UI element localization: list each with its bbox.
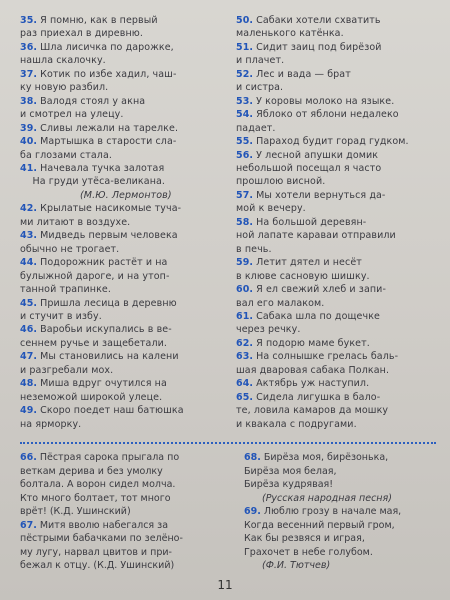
- exercise-line: [244, 478, 440, 492]
- exercise-text: Мидведь первым человека: [40, 230, 178, 242]
- exercise-item: [236, 108, 436, 135]
- exercise-line: [236, 54, 436, 67]
- exercise-text: Бирёза моя белая,: [244, 465, 337, 477]
- exercise-line: [236, 122, 436, 135]
- exercise-text: Подорожник растёт и на: [40, 257, 168, 269]
- exercise-text: Актябрь уж наступил.: [256, 378, 370, 390]
- exercise-number: 52.: [236, 68, 254, 80]
- exercise-item: [20, 404, 224, 431]
- exercise-line: [236, 202, 436, 215]
- bottom-right-column: [244, 451, 440, 573]
- exercise-line: [236, 41, 436, 54]
- exercise-line: [236, 189, 436, 202]
- exercise-line: [20, 216, 224, 229]
- exercise-text: Сабаки хотели схватить: [256, 15, 381, 26]
- exercise-number: 46.: [20, 324, 38, 336]
- exercise-line: [20, 202, 224, 215]
- exercise-text: и квакала с подругами.: [236, 418, 357, 430]
- source-attribution: (Ф.И. Тютчев): [262, 560, 331, 571]
- exercise-line: [20, 337, 224, 350]
- exercise-text: небольшой посещал я часто: [236, 162, 382, 174]
- exercise-line: [236, 243, 436, 256]
- exercise-text: в клюве сасновую шишку.: [236, 270, 370, 282]
- exercise-text: и стучит в избу.: [20, 310, 102, 322]
- exercise-text: Я подорю маме букет.: [256, 337, 370, 349]
- exercise-text: в печь.: [236, 243, 272, 255]
- exercise-number: 55.: [236, 136, 254, 148]
- exercise-text: бежал к отцу. (К.Д. Ушинский): [20, 560, 175, 571]
- exercise-text: Лес и вада — брат: [256, 68, 351, 80]
- exercise-text: на ярморку.: [20, 418, 82, 430]
- exercise-item: [236, 310, 436, 337]
- exercise-text: булыжной дароге, и на утоп-: [20, 270, 170, 282]
- exercise-line: [236, 391, 436, 404]
- exercise-number: 48.: [20, 378, 38, 390]
- exercise-line: [20, 559, 230, 573]
- exercise-text: ба глозами стала.: [20, 149, 113, 161]
- exercise-item: [236, 95, 436, 108]
- exercise-line: [20, 135, 224, 148]
- exercise-line: [236, 256, 436, 269]
- exercise-line: [236, 108, 436, 121]
- exercise-item: [20, 229, 224, 256]
- exercise-text: вал его малаком.: [236, 297, 325, 309]
- exercise-text: Миша вдруг очутился на: [40, 378, 167, 390]
- source-attribution: (Русская народная песня): [262, 492, 392, 504]
- exercise-line: [20, 162, 224, 175]
- exercise-text: Я помню, как в первый: [40, 15, 158, 26]
- exercise-number: 64.: [236, 378, 254, 390]
- dotted-divider: [20, 442, 436, 444]
- exercise-text: маленького катёнка.: [236, 28, 344, 40]
- exercise-item: [20, 297, 224, 324]
- exercise-number: 36.: [20, 41, 38, 53]
- exercise-text: Летит дятел и несёт: [256, 257, 362, 269]
- exercise-number: 39.: [20, 122, 38, 134]
- exercise-line: [20, 546, 230, 560]
- exercise-text: Мы становились на калени: [40, 351, 179, 363]
- exercise-text: неземожой широкой улеце.: [20, 391, 163, 403]
- exercise-line: [20, 81, 224, 94]
- exercise-text: и систра.: [236, 82, 284, 94]
- exercise-item: [20, 202, 224, 229]
- exercise-text: и плачет.: [236, 55, 285, 67]
- exercise-line: [20, 175, 224, 188]
- page-number: 11: [217, 578, 233, 592]
- exercise-item: [20, 41, 224, 68]
- exercise-text: Валодя стоял у акна: [40, 95, 146, 107]
- exercise-line: [20, 391, 224, 404]
- exercise-line: [20, 478, 230, 492]
- exercise-text: У лесной апушки домик: [256, 149, 379, 161]
- exercise-item: [20, 135, 224, 162]
- exercise-line: [236, 229, 436, 242]
- exercise-text: Скоро поедет наш батюшка: [40, 405, 184, 417]
- exercise-line: [20, 122, 224, 135]
- exercise-text: и разгребали мох.: [20, 364, 114, 376]
- exercise-line: [236, 404, 436, 417]
- exercise-number: 40.: [20, 136, 38, 148]
- exercise-text: пёстрыми бабачками по зелёно-: [20, 533, 183, 544]
- exercise-number: 68.: [244, 452, 261, 463]
- exercise-item: [244, 451, 440, 505]
- exercise-item: [236, 256, 436, 283]
- exercise-item: [244, 505, 440, 573]
- exercise-line: [20, 451, 230, 465]
- exercise-line: [20, 14, 224, 27]
- exercise-line: [20, 270, 224, 283]
- exercise-number: 47.: [20, 351, 38, 363]
- exercise-number: 59.: [236, 257, 254, 269]
- exercise-text: через речку.: [236, 324, 301, 336]
- exercise-text: и смотрел на улецу.: [20, 109, 124, 121]
- exercise-number: 54.: [236, 109, 254, 121]
- exercise-number: 43.: [20, 230, 38, 242]
- exercise-number: 38.: [20, 95, 38, 107]
- exercise-number: 58.: [236, 216, 254, 228]
- exercise-item: [20, 122, 224, 135]
- exercise-line: [244, 451, 440, 465]
- exercise-text: Яблоко от яблони недалеко: [256, 109, 399, 121]
- exercise-text: Я ел свежий хлеб и запи-: [256, 284, 386, 296]
- exercise-item: [236, 68, 436, 95]
- exercise-line: [20, 95, 224, 108]
- exercise-line: [236, 297, 436, 310]
- exercise-line: [236, 149, 436, 162]
- exercise-line: [236, 27, 436, 40]
- exercise-text: Кто много болтает, тот много: [20, 492, 171, 504]
- exercise-number: 45.: [20, 297, 38, 309]
- exercise-line: [20, 404, 224, 417]
- exercise-line: [236, 310, 436, 323]
- exercise-line: [20, 350, 224, 363]
- exercise-line: [20, 310, 224, 323]
- exercise-item: [236, 377, 436, 390]
- exercise-number: 42.: [20, 203, 38, 215]
- exercise-line: [20, 68, 224, 81]
- exercise-number: 66.: [20, 452, 37, 463]
- exercise-number: 60.: [236, 284, 254, 296]
- exercise-line: [244, 465, 440, 479]
- exercise-number: 62.: [236, 337, 254, 349]
- exercise-text: обычно не трогает.: [20, 243, 120, 255]
- exercise-item: [236, 350, 436, 377]
- exercise-line: [236, 323, 436, 336]
- exercise-text: те, ловила камаров да мошку: [236, 405, 389, 417]
- exercise-text: На большой деревян-: [256, 216, 367, 228]
- exercise-line: [236, 68, 436, 81]
- exercise-line: [20, 418, 224, 431]
- exercise-number: 49.: [20, 405, 38, 417]
- exercise-number: 57.: [236, 189, 254, 201]
- exercise-line: [20, 323, 224, 336]
- exercise-number: 63.: [236, 351, 254, 363]
- exercise-text: Параход будит горад гудком.: [256, 136, 409, 148]
- exercise-number: 50.: [236, 15, 254, 26]
- exercise-text: Котик по избе хадил, чаш-: [40, 68, 177, 80]
- exercise-text: Грахочет в небе голубом.: [244, 546, 373, 558]
- exercise-line: [236, 283, 436, 296]
- exercise-text: На груди утёса-великана.: [20, 176, 166, 188]
- exercise-text: Сидит заиц под бирёзой: [256, 41, 382, 53]
- exercise-item: [236, 189, 436, 216]
- exercise-item: [20, 162, 224, 202]
- exercise-text: нашла скалочку.: [20, 55, 106, 67]
- exercise-line: [20, 465, 230, 479]
- exercise-line: [236, 216, 436, 229]
- exercise-line: [20, 54, 224, 67]
- exercise-line: [20, 256, 224, 269]
- exercise-number: 56.: [236, 149, 254, 161]
- exercise-line: [20, 532, 230, 546]
- exercise-text: Начевала тучка залотая: [40, 162, 165, 174]
- exercise-line: [20, 505, 230, 519]
- exercise-number: 37.: [20, 68, 38, 80]
- exercise-item: [236, 14, 436, 41]
- exercise-text: У коровы молоко на языке.: [256, 95, 395, 107]
- exercise-item: [20, 323, 224, 350]
- exercise-item: [20, 451, 230, 519]
- exercise-text: болтала. А ворон сидел молча.: [20, 479, 176, 490]
- exercise-text: На солнышке грелась баль-: [256, 351, 399, 363]
- exercise-line: [20, 27, 224, 40]
- exercise-line: [236, 135, 436, 148]
- exercise-text: ми литают в воздухе.: [20, 216, 131, 228]
- bottom-left-column: [20, 451, 230, 573]
- exercise-line: [236, 350, 436, 363]
- exercise-number: 35.: [20, 15, 38, 26]
- exercise-item: [20, 256, 224, 296]
- exercise-line: [244, 519, 440, 533]
- exercise-line: [20, 297, 224, 310]
- exercise-line: [20, 492, 230, 506]
- exercise-item: [20, 68, 224, 95]
- exercise-line: [20, 243, 224, 256]
- exercise-text: веткам дерива и без умолку: [20, 465, 163, 477]
- exercise-line: [244, 505, 440, 519]
- exercise-line: [20, 149, 224, 162]
- exercise-text: прошлою висной.: [236, 176, 326, 188]
- exercise-item: [236, 41, 436, 68]
- exercise-text: Бирёза кудрявая!: [244, 479, 334, 490]
- exercise-text: падает.: [236, 122, 276, 134]
- exercise-text: сеннем ручье и защебетали.: [20, 337, 168, 349]
- exercise-text: Сливы лежали на тарелке.: [40, 122, 179, 134]
- exercise-item: [236, 149, 436, 189]
- exercise-text: Мартышка в старости сла-: [40, 136, 177, 148]
- exercise-text: Пёстрая сарока прыгала по: [39, 452, 180, 463]
- exercise-text: Пришла лесица в деревню: [40, 297, 177, 309]
- exercise-item: [236, 337, 436, 350]
- exercise-line: [20, 377, 224, 390]
- exercise-line: [20, 364, 224, 377]
- exercise-line: [20, 283, 224, 296]
- exercise-item: [236, 216, 436, 256]
- exercise-text: Сидела лигушка в бало-: [256, 391, 381, 403]
- exercise-text: Крылатые насикомые тучa-: [40, 203, 182, 215]
- exercise-text: ной лапате караваи отправили: [236, 230, 396, 242]
- exercise-item: [236, 283, 436, 310]
- exercise-text: Как бы резвяся и играя,: [244, 533, 365, 544]
- exercise-line: [236, 81, 436, 94]
- exercise-item: [20, 519, 230, 573]
- exercise-text: шая дваровая сабака Полкан.: [236, 364, 390, 376]
- exercise-number: 53.: [236, 95, 254, 107]
- exercise-line: [236, 377, 436, 390]
- right-column: [236, 14, 436, 431]
- exercise-line: [236, 175, 436, 188]
- exercise-line: [236, 14, 436, 27]
- exercise-item: [20, 377, 224, 404]
- exercise-number: 51.: [236, 41, 254, 53]
- exercise-line: [236, 162, 436, 175]
- exercise-number: 41.: [20, 162, 38, 174]
- exercise-text: Когда весенний первый гром,: [244, 519, 395, 531]
- exercise-number: 67.: [20, 519, 37, 531]
- exercise-text: танной трапинке.: [20, 284, 111, 296]
- exercise-number: 69.: [244, 506, 261, 517]
- exercise-text: Варобьи искупались в ве-: [40, 324, 172, 336]
- exercise-item: [236, 135, 436, 148]
- exercise-item: [20, 95, 224, 122]
- exercise-line: [236, 364, 436, 377]
- exercise-item: [20, 350, 224, 377]
- exercise-text: му лугу, нарвал цвитов и при-: [20, 546, 172, 558]
- left-column: [20, 14, 224, 431]
- exercise-text: Люблю грозу в начале мая,: [263, 506, 402, 517]
- exercise-line: [244, 532, 440, 546]
- exercise-number: 61.: [236, 310, 254, 322]
- exercise-text: Бирёза моя, бирёзонька,: [263, 452, 389, 463]
- exercise-text: врёт! (К.Д. Ушинский): [20, 506, 131, 517]
- exercise-line: [236, 337, 436, 350]
- exercise-line: [236, 270, 436, 283]
- exercise-number: 44.: [20, 257, 38, 269]
- exercise-line: [20, 519, 230, 533]
- exercise-text: Сабака шла по дощечке: [256, 310, 380, 322]
- exercise-line: [20, 41, 224, 54]
- exercise-text: Шла лисичка по дарожке,: [40, 41, 174, 53]
- exercise-text: Мы хотели вернуться да-: [256, 189, 386, 201]
- exercise-text: мой к вечеру.: [236, 203, 306, 215]
- exercise-line: [236, 418, 436, 431]
- exercise-line: [244, 546, 440, 560]
- exercise-text: Митя вволю набегался за: [39, 519, 169, 531]
- exercise-item: [236, 391, 436, 431]
- exercise-text: раз приехал в диревню.: [20, 28, 143, 40]
- exercise-text: ку новую разбил.: [20, 82, 109, 94]
- source-attribution: (М.Ю. Лермонтов): [80, 189, 172, 201]
- exercise-item: [20, 14, 224, 41]
- exercise-number: 65.: [236, 391, 254, 403]
- exercise-line: [20, 229, 224, 242]
- exercise-line: [236, 95, 436, 108]
- exercise-line: [20, 108, 224, 121]
